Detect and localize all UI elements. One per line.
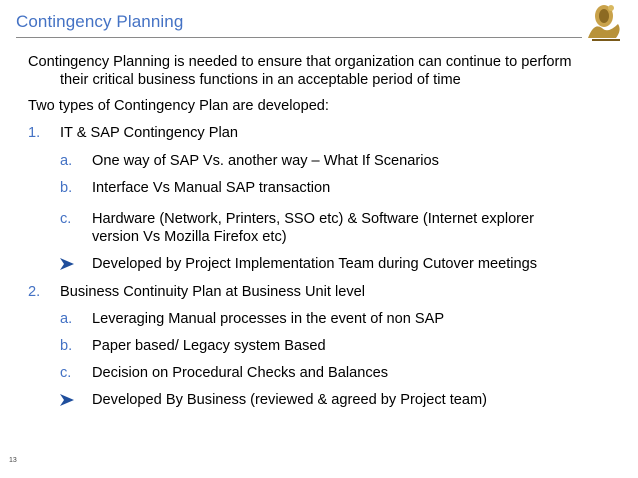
section-1-item-a: One way of SAP Vs. another way – What If Scenarios (92, 153, 439, 169)
section-1-note: Developed by Project Implementation Team during Cutover meetings (92, 256, 538, 272)
section-2-item-c-marker: c. (60, 365, 72, 381)
chevron-arrow-icon (60, 258, 74, 270)
types-heading: Two types of Contingency Plan are developed: (28, 98, 329, 114)
page-number: 13 (9, 457, 17, 464)
section-1-item-b-marker: b. (60, 180, 73, 196)
section-2-item-b-marker: b. (60, 338, 73, 354)
chevron-arrow-icon (60, 394, 74, 406)
section-1-marker: 1. (28, 125, 41, 141)
section-2-item-a-marker: a. (60, 311, 73, 327)
intro-line-1: Contingency Planning is needed to ensure that organization can continue to perform (28, 54, 572, 70)
intro-paragraph (28, 53, 628, 89)
section-2-item-a: Leveraging Manual processes in the event of non SAP (92, 311, 445, 327)
section-2-item-c: Decision on Procedural Checks and Balances (92, 365, 389, 381)
company-logo (578, 0, 628, 44)
section-1-item-c-marker: c. (60, 211, 72, 227)
section-1-item-b: Interface Vs Manual SAP transaction (92, 180, 331, 196)
slide-title: Contingency Planning (16, 12, 184, 31)
section-2-label: Business Continuity Plan at Business Unit level (60, 284, 366, 300)
section-2-item-b: Paper based/ Legacy system Based (92, 338, 326, 354)
section-2-marker: 2. (28, 284, 41, 300)
title-divider (16, 37, 582, 38)
section-1-item-c-line-2: version Vs Mozilla Firefox etc) (92, 229, 287, 245)
section-1-item-c-line-1: Hardware (Network, Printers, SSO etc) & Software (Internet explorer (92, 211, 535, 227)
intro-line-2: their critical business functions in an acceptable period of time (60, 72, 461, 88)
section-2-note: Developed By Business (reviewed & agreed by Project team) (92, 392, 488, 408)
section-1-item-a-marker: a. (60, 153, 73, 169)
section-1-label: IT & SAP Contingency Plan (60, 125, 238, 141)
